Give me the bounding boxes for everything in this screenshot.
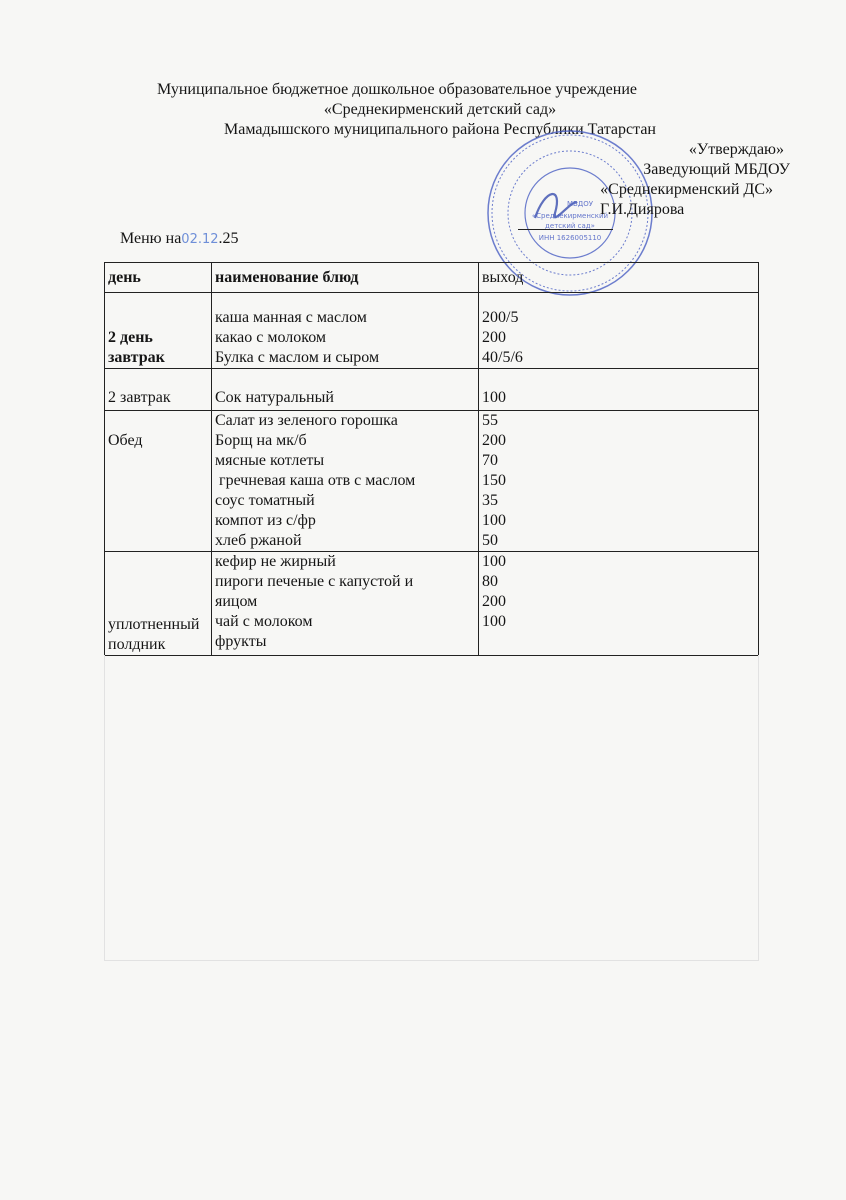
yield: 80 [482, 573, 498, 590]
dish: какао с молоком [215, 329, 327, 346]
header-yield: выход [479, 263, 759, 293]
yield: 150 [482, 472, 506, 489]
day-cell: 2 день завтрак [105, 293, 212, 369]
menu-date [120, 229, 239, 250]
dish: Борщ на мк/б [215, 432, 307, 449]
yield: 70 [482, 452, 498, 469]
yield: 200 [482, 432, 506, 449]
dish: Булка с маслом и сыром [215, 349, 380, 366]
menu-table [104, 262, 759, 656]
approval-position: Заведующий МБДОУ [643, 161, 790, 178]
yield: 40/5/6 [482, 349, 523, 366]
yield: 35 [482, 492, 498, 509]
table-row [105, 293, 759, 369]
handwritten-date: 02.12 [181, 232, 219, 247]
svg-text:«Среднекирменский: «Среднекирменский [531, 212, 609, 220]
dish: хлеб ржаной [215, 532, 302, 549]
dish: гречневая каша отв с маслом [215, 472, 416, 489]
table-header-row [105, 263, 759, 293]
day-cell: 2 завтрак [105, 369, 212, 411]
yield: 55 [482, 412, 498, 429]
table-row [105, 369, 759, 411]
approval-org: «Среднекирменский ДС» [600, 181, 773, 198]
bleed-through-shadow [104, 655, 759, 961]
district-name: Мамадышского муниципального района Республики Татарстан [224, 121, 656, 138]
yield: 100 [482, 613, 506, 630]
dish: кефир не жирный [215, 553, 336, 570]
yield: 50 [482, 532, 498, 549]
menu-year: .25 [218, 230, 239, 247]
yield: 200/5 [482, 309, 519, 326]
approver-name: Г.И.Диярова [600, 201, 685, 218]
day-cell: уплотненный полдник [105, 552, 212, 656]
dish: чай с молоком [215, 613, 313, 630]
yield: 100 [482, 553, 506, 570]
menu-label: Меню на [120, 230, 182, 247]
institution-name: Муниципальное бюджетное дошкольное образовательное учреждение [157, 81, 637, 98]
table-row [105, 552, 759, 656]
svg-text:МБДОУ: МБДОУ [566, 200, 594, 208]
header-day: день [105, 263, 212, 293]
yield: 200 [482, 329, 506, 346]
svg-text:ИНН 1626005110: ИНН 1626005110 [538, 234, 602, 242]
dish: фрукты [215, 633, 267, 650]
dish: компот из с/фр [215, 512, 316, 529]
day-cell: Обед [105, 411, 212, 552]
header-dish: наименование блюд [212, 263, 479, 293]
dish: каша манная с маслом [215, 309, 367, 326]
yield: 100 [482, 389, 506, 406]
dish: Сок натуральный [215, 389, 334, 406]
yield: 100 [482, 512, 506, 529]
yield: 200 [482, 593, 506, 610]
table-row [105, 411, 759, 552]
approval-title: «Утверждаю» [688, 141, 784, 158]
dish: пироги печеные с капустой и [215, 573, 414, 590]
kindergarten-name: «Среднекирменский детский сад» [323, 101, 557, 118]
dish: соус томатный [215, 492, 315, 509]
signature-line [518, 229, 613, 230]
dish: мясные котлеты [215, 452, 325, 469]
svg-text:детский сад»: детский сад» [545, 222, 595, 230]
dish: яицом [215, 593, 258, 610]
dish: Салат из зеленого горошка [215, 412, 398, 429]
